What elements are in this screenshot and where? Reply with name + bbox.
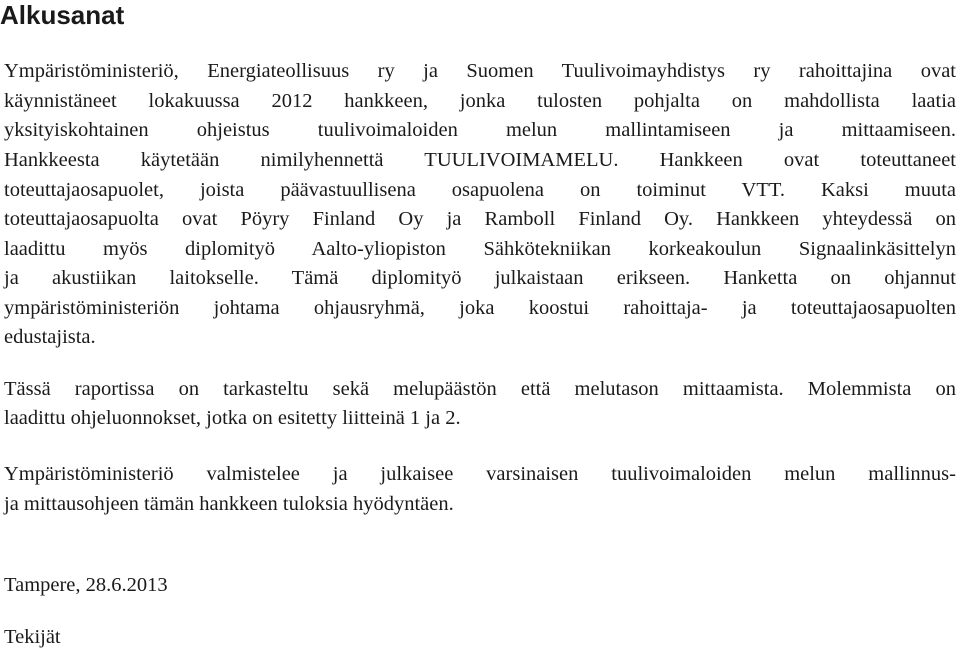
text-line: edustajista. bbox=[4, 326, 96, 348]
text-line: toteuttajaosapuolta ovat Pöyry Finland Oy ja Ramboll Finland Oy. Hankkeen yhteydessä on bbox=[4, 208, 956, 230]
text-line: Ympäristöministeriö valmistelee ja julkaisee varsinaisen tuulivoimaloiden melun mallinnus- bbox=[4, 463, 956, 485]
page-title: Alkusanat bbox=[0, 0, 125, 30]
text-line: laadittu ohjeluonnokset, jotka on esitetty liitteinä 1 ja 2. bbox=[4, 407, 461, 429]
text-line: laadittu myös diplomityö Aalto-yliopiston Sähkötekniikan korkeakoulun Signaalinkäsittelyn bbox=[4, 238, 956, 260]
text-line: ja mittausohjeen tämän hankkeen tuloksia hyödyntäen. bbox=[4, 493, 454, 515]
text-line: toteuttajaosapuolet, joista päävastuullisena osapuolena on toiminut VTT. Kaksi muuta bbox=[4, 179, 956, 201]
text-line: ja akustiikan laitokselle. Tämä diplomityö julkaistaan erikseen. Hanketta on ohjannut bbox=[4, 267, 956, 289]
text-line: käynnistäneet lokakuussa 2012 hankkeen, jonka tulosten pohjalta on mahdollista laatia bbox=[4, 90, 956, 112]
text-line: Tässä raportissa on tarkasteltu sekä melupäästön että melutason mittaamista. Molemmista on bbox=[4, 378, 956, 400]
place-date: Tampere, 28.6.2013 bbox=[4, 574, 168, 596]
text-line: yksityiskohtainen ohjeistus tuulivoimaloiden melun mallintamiseen ja mittaamiseen. bbox=[4, 119, 956, 141]
text-line: Ympäristöministeriö, Energiateollisuus ry ja Suomen Tuulivoimayhdistys ry rahoittajina ovat bbox=[4, 60, 956, 82]
signature: Tekijät bbox=[4, 626, 61, 648]
text-line: Hankkeesta käytetään nimilyhennettä TUULIVOIMAMELU. Hankkeen ovat toteuttaneet bbox=[4, 149, 956, 171]
text-line: ympäristöministeriön johtama ohjausryhmä, joka koostui rahoittaja- ja toteuttajaosapuolten bbox=[4, 297, 956, 319]
